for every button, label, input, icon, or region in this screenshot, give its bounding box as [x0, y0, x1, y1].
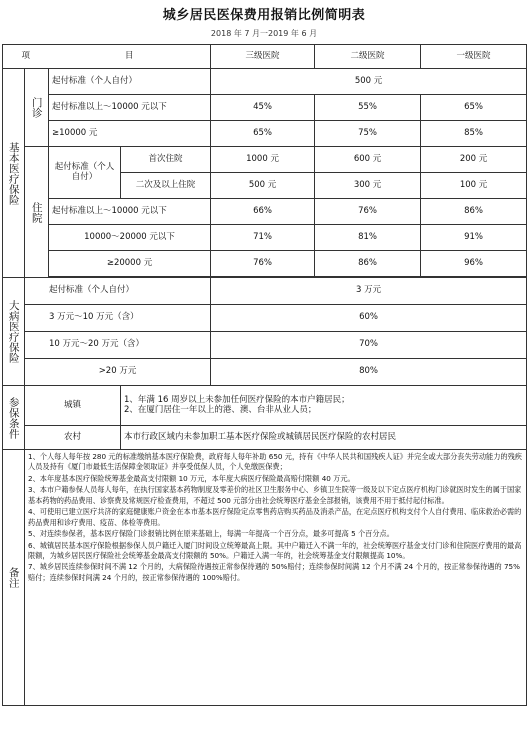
- conditions-label-cell: [3, 386, 25, 450]
- document-subtitle: 2018 年 7 月一2019 年 6 月: [210, 29, 318, 38]
- inpatient-value-level1: 96%: [421, 251, 527, 277]
- outpatient-row-label: 起付标准以上～10000 元以下: [49, 95, 211, 121]
- major-row: [3, 278, 527, 305]
- inpatient-value-level2: 86%: [315, 251, 421, 277]
- notes-label: 备注: [7, 567, 20, 588]
- conditions-urban-row: [3, 386, 527, 426]
- basic-insurance-label: 基本医疗保险: [7, 141, 20, 205]
- outpatient-threshold-value: 500 元: [211, 69, 527, 95]
- conditions-rural-text: 本市行政区域内未参加职工基本医疗保险或城镇居民医疗保险的农村居民: [121, 426, 527, 450]
- notes-content: [25, 450, 527, 706]
- header-level1: 一级医院: [421, 45, 527, 69]
- inpatient-label-cell: [25, 147, 49, 278]
- outpatient-threshold-label: 起付标准（个人自付）: [49, 69, 211, 95]
- major-label-cell: [3, 278, 25, 386]
- major-row-value: 3 万元: [211, 278, 527, 305]
- note-item: 3、本市户籍参保人员每人每年，在执行国家基本药物制度及零差价的社区卫生服务中心、乡镇卫生院等一级及以下定点医疗机构门诊就医时发生的属于国家基本药物的药品费用、诊察费及常规医疗检查费用，不超过 500 元部分由社会统筹医疗基金全部报销，该费用不用于抵付起付标准。: [28, 485, 522, 505]
- inpatient-second-level3: 500 元: [211, 173, 315, 199]
- basic-insurance-label-cell: [3, 69, 25, 278]
- outpatient-row-label: ≥10000 元: [49, 121, 211, 147]
- inpatient-value-level3: 66%: [211, 199, 315, 225]
- outpatient-value-level1: 65%: [421, 95, 527, 121]
- note-item: 6、城镇居民基本医疗保险根据参保人员户籍迁入厦门时间设立统筹最高上限。其中户籍迁入不满一年的，社会统筹医疗基金支付门诊和住院医疗费用的最高限额，为城乡居民医疗保险社会统筹基金最高支付限额的 50%。户籍迁入满一年的，社会统筹基金支付限额提高 10%。: [28, 540, 522, 560]
- inpatient-value-level2: 81%: [315, 225, 421, 251]
- outpatient-row: [3, 95, 527, 121]
- conditions-urban-label: 城镇: [25, 386, 121, 426]
- conditions-label: 参保条件: [7, 396, 20, 439]
- inpatient-value-level1: 86%: [421, 199, 527, 225]
- inpatient-row-label: 起付标准以上～10000 元以下: [49, 199, 211, 225]
- inpatient-first-label: 首次住院: [121, 147, 211, 173]
- outpatient-value-level3: 45%: [211, 95, 315, 121]
- note-item: 5、对连续参保者，基本医疗保险门诊报销比例在原来基础上，每满一年提高一个百分点，最多可提高 5 个百分点。: [28, 529, 394, 539]
- major-row-label: 10 万元～20 万元（含）: [25, 332, 211, 359]
- inpatient-first-row: [3, 147, 527, 173]
- major-row: [3, 332, 527, 359]
- major-row: [3, 359, 527, 386]
- note-item: 2、本年度基本医疗保险统筹基金最高支付限额 10 万元，本年度大病医疗保险最高赔付限额 40 万元。: [28, 473, 355, 483]
- inpatient-threshold-label: 起付标准（个人自付）: [49, 147, 121, 199]
- outpatient-value-level2: 55%: [315, 95, 421, 121]
- inpatient-first-level3: 1000 元: [211, 147, 315, 173]
- major-row: [3, 305, 527, 332]
- outpatient-row: [3, 121, 527, 147]
- header-level2: 二级医院: [315, 45, 421, 69]
- major-row-value: 70%: [211, 332, 527, 359]
- major-row-value: 80%: [211, 359, 527, 386]
- inpatient-second-level2: 300 元: [315, 173, 421, 199]
- outpatient-label-cell: [25, 69, 49, 147]
- inpatient-value-level2: 76%: [315, 199, 421, 225]
- major-row-label: >20 万元: [25, 359, 211, 386]
- note-item: 1、个人每人每年按 280 元的标准缴纳基本医疗保险费，政府每人每年补助 650 元，持有《中华人民共和国残疾人证》并完全或大部分丧失劳动能力的残疾人员及持有《厦门市最低生活保障金领取证》并享受低保人员，个人免缴医保费；: [28, 452, 522, 472]
- outpatient-label: 门诊: [30, 97, 43, 118]
- note-item: 4、可使用已建立医疗共济的家庭健康账户资金在本市基本医疗保险定点零售药店购买药品及消杀产品，在定点医疗机构支付个人自付费用、临床救治必需的药品费用和诊疗费用、疫苗、体检等费用。: [28, 507, 522, 527]
- inpatient-value-level1: 91%: [421, 225, 527, 251]
- outpatient-value-level3: 65%: [211, 121, 315, 147]
- conditions-rural-label: 农村: [25, 426, 121, 450]
- notes-row: [3, 450, 527, 706]
- header-item-cell: [3, 45, 49, 69]
- document-title: 城乡居民医保费用报销比例简明表: [162, 8, 366, 23]
- note-item: 7、城乡居民连续参保时间不满 12 个月的，大病保险待遇按正常参保待遇的 50%赔付；连续参保时间满 12 个月不满 24 个月的，按正常参保待遇的 75%赔付；连续参保时间满 24 个月的，按正常参保待遇的 100%赔付。: [28, 562, 520, 582]
- header-item-text-2: 目: [125, 50, 134, 61]
- major-row-label: 起付标准（个人自付）: [25, 278, 211, 305]
- outpatient-value-level1: 85%: [421, 121, 527, 147]
- inpatient-row-label: ≥20000 元: [49, 251, 211, 277]
- major-insurance-label: 大病医疗保险: [7, 300, 20, 363]
- inpatient-value-level3: 76%: [211, 251, 315, 277]
- inpatient-second-label: 二次及以上住院: [121, 173, 211, 199]
- conditions-urban-cell: [121, 386, 527, 426]
- inpatient-row: [3, 199, 527, 225]
- major-row-value: 60%: [211, 305, 527, 332]
- major-row-label: 3 万元～10 万元（含）: [25, 305, 211, 332]
- inpatient-row: [3, 225, 527, 251]
- reimbursement-table: [2, 44, 527, 706]
- inpatient-first-level2: 600 元: [315, 147, 421, 173]
- inpatient-second-level1: 100 元: [421, 173, 527, 199]
- header-level3: 三级医院: [211, 45, 315, 69]
- header-row: [3, 45, 527, 69]
- inpatient-row: [3, 251, 527, 277]
- header-item-text: 项: [21, 50, 31, 61]
- inpatient-row-label: 10000～20000 元以下: [49, 225, 211, 251]
- inpatient-first-level1: 200 元: [421, 147, 527, 173]
- inpatient-value-level3: 71%: [211, 225, 315, 251]
- notes-label-cell: [3, 450, 25, 706]
- outpatient-threshold-row: [3, 69, 527, 95]
- header-item-cell-2: [49, 45, 211, 69]
- inpatient-label: 住院: [30, 201, 43, 223]
- conditions-urban-line: 2、在厦门居住一年以上的港、澳、台非从业人员；: [124, 404, 317, 415]
- outpatient-value-level2: 75%: [315, 121, 421, 147]
- conditions-urban-line: 1、年满 16 周岁以上未参加任何医疗保险的本市户籍居民；: [124, 394, 350, 405]
- conditions-rural-row: [3, 426, 527, 450]
